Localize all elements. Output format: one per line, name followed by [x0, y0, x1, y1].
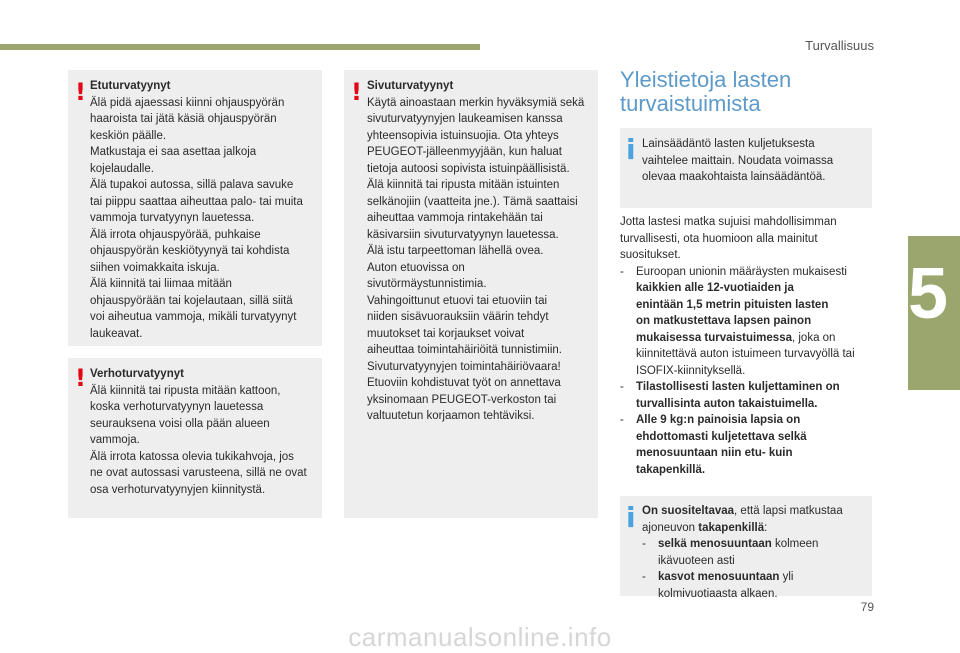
text-line: Älä kiinnitä tai liimaa mitään	[90, 278, 232, 290]
text-line: olevaa maakohtaista lainsäädäntöä.	[642, 171, 826, 183]
recommendations-text	[620, 214, 875, 478]
front-airbag-text	[90, 78, 318, 342]
list-item	[620, 264, 875, 380]
text-line: tietoja autoosi sopivista istuinpäällisistä.	[367, 162, 570, 175]
text-line: niiden sisävuorauksiin väärin tehdyt	[367, 311, 549, 323]
text-span: , joka on	[791, 331, 836, 344]
text-line: osa verhoturvatyynyjen kiinnitystä.	[90, 483, 266, 496]
text-line: haaroista tai jätä käsiä ohjauspyörän	[90, 113, 277, 125]
text-bold: selkä menosuuntaan	[658, 538, 772, 550]
text-line: Sivuturvatyynyjen toimintahäiriövaara!	[367, 360, 561, 373]
info-icon: i	[626, 133, 636, 166]
chapter-number: 5	[907, 254, 948, 334]
text-line: siihen voimakkaita iskuja.	[90, 261, 220, 274]
list-item	[642, 569, 868, 602]
title-line: turvaistuimista	[620, 91, 761, 116]
watermark: carmanualsonline.info	[348, 622, 612, 652]
list-item	[642, 536, 868, 569]
text-span: ajoneuvon	[642, 521, 699, 534]
warning-exclamation-icon: !	[75, 364, 86, 392]
list-item	[620, 412, 875, 478]
text-line: Käytä ainoastaan merkin hyväksymiä sekä	[367, 96, 585, 109]
text-line: Vahingoittunut etuovi tai etuoviin tai	[367, 294, 548, 307]
text-line: ne ovat autossasi varusteena, sillä ne ovat	[90, 467, 307, 479]
list-item	[620, 379, 875, 412]
text-line: takapenkillä.	[636, 463, 706, 476]
text-line: Alle 9 kg:n painoisia lapsia on	[636, 414, 801, 426]
text-bold: takapenkillä	[698, 521, 765, 534]
text-line: Älä tupakoi autossa, sillä palava savuke	[90, 179, 294, 191]
text-line: turvallisesti, ota huomioon alla mainitut	[620, 232, 818, 245]
text-span: , että lapsi matkustaa	[734, 505, 843, 517]
text-line: Älä kiinnitä tai ripusta mitään istuinten	[367, 179, 560, 191]
text-line: vaihtelee maittain. Noudata voimassa	[642, 154, 834, 167]
text-line: ISOFIX-kiinnityksellä.	[636, 364, 746, 377]
text-line: ikävuoteen asti	[658, 554, 735, 567]
header-accent-bar	[0, 44, 480, 50]
text-line: käsivarsiin sivuturvatyynyn lauetessa.	[367, 228, 559, 241]
text-span: :	[764, 521, 768, 534]
text-bold: kasvot menosuuntaan	[658, 571, 780, 583]
section-title: Turvallisuus	[805, 38, 874, 53]
info-icon: i	[626, 501, 636, 534]
text-line: aiheuttaa toimintahäiriöitä tunnistimiin.	[367, 344, 562, 356]
text-line: ohjauspyörän keskiötyynyä tai kohdista	[90, 245, 290, 257]
recommendation-info-text	[642, 503, 868, 602]
text-line: Etuoviin kohdistuvat työt on annettava	[367, 377, 561, 389]
list-dash: -	[642, 538, 646, 550]
text-line: ohjauspyörään tai kojelautaan, sillä siitä	[90, 294, 293, 307]
text-line: sivuturvatyynyjen laukeamisen kanssa	[367, 113, 563, 125]
side-airbag-text	[367, 78, 595, 425]
text-line: Älä irrota ohjauspyörää, puhkaise	[90, 228, 261, 241]
text-line: aiheuttaa vammoja rintakehään tai	[367, 212, 543, 224]
page-title	[620, 68, 880, 116]
text-bold: mukaisessa turvaistuimessa	[636, 331, 792, 344]
text-line: koska verhoturvatyynyn lauetessa	[90, 401, 264, 413]
text-line: Älä irrota katossa olevia tukikahvoja, jos	[90, 450, 294, 463]
list-dash: -	[642, 571, 646, 583]
text-line: kolmivuotiaasta alkaen.	[658, 587, 778, 600]
page-number: 79	[860, 600, 874, 614]
text-line: sivutörmäystunnistimia.	[367, 278, 487, 290]
text-line: Tilastollisesti lasten kuljettaminen on	[636, 381, 840, 393]
text-line: kaikkien alle 12-vuotiaiden ja	[636, 282, 794, 294]
text-line: Jotta lastesi matka sujuisi mahdollisimman	[620, 216, 837, 228]
curtain-airbag-title: Verhoturvatyynyt	[90, 368, 184, 380]
text-line: vammoja.	[90, 434, 140, 446]
text-span: kolmeen	[771, 538, 819, 550]
text-line: seurauksena voisi olla pään alueen	[90, 417, 270, 430]
text-line: Lainsäädäntö lasten kuljetuksesta	[642, 138, 815, 150]
list-dash: -	[620, 265, 624, 278]
text-line: enintään 1,5 metrin pituisten lasten	[636, 298, 829, 311]
text-line: kiinnitettävä auton istuimeen turvavyöllä tai	[636, 348, 855, 360]
text-line: valtuutetun korjaamon tehtäviksi.	[367, 410, 535, 422]
text-line: Älä istu tarpeettoman lähellä ovea.	[367, 245, 544, 257]
text-line: laukeavat.	[90, 327, 143, 340]
text-line: menosuuntaan niin etu- kuin	[636, 447, 793, 459]
text-span: yli	[779, 571, 794, 583]
text-bold: On suositeltavaa	[642, 505, 735, 517]
curtain-airbag-text	[90, 366, 318, 498]
warning-exclamation-icon: !	[351, 78, 362, 106]
text-line: Matkustaja ei saa asettaa jalkoja	[90, 146, 257, 158]
text-line: ehdottomasti kuljetettava selkä	[636, 430, 807, 443]
text-line: yhteensopivia istuinsuojia. Ota yhteys	[367, 129, 559, 142]
list-dash: -	[620, 381, 624, 393]
text-line: suositukset.	[620, 249, 681, 261]
text-line: muutokset tai korjaukset voivat	[367, 327, 525, 340]
text-line: Älä pidä ajaessasi kiinni ohjauspyörän	[90, 96, 285, 109]
text-line: Älä kiinnitä tai ripusta mitään kattoon,	[90, 384, 281, 397]
text-line: tai piippu saattaa aiheuttaa palo- tai muita	[90, 195, 303, 208]
text-line: on matkustettava lapsen painon	[636, 315, 812, 327]
text-line: voi aiheutua vammoja, mikäli turvatyynyt	[90, 311, 297, 323]
legislation-info-text	[642, 136, 868, 186]
text-line: kojelaudalle.	[90, 162, 154, 175]
warning-exclamation-icon: !	[75, 78, 86, 106]
side-airbag-title: Sivuturvatyynyt	[367, 80, 454, 92]
text-line: keskiön päälle.	[90, 129, 167, 142]
title-line: Yleistietoja lasten	[620, 67, 792, 92]
text-line: selkänojiin (vaatteita jne.). Tämä saattaisi	[367, 195, 578, 208]
text-line: PEUGEOT-jälleenmyyjään, kun haluat	[367, 146, 562, 158]
text-line: Euroopan unionin määräysten mukaisesti	[636, 265, 847, 278]
text-line: vammoja turvatyynyn lauetessa.	[90, 212, 255, 224]
text-line: turvallisinta auton takaistuimella.	[636, 397, 818, 410]
text-line: Auton etuovissa on	[367, 261, 465, 274]
front-airbag-title: Etuturvatyynyt	[90, 80, 171, 92]
text-line: yksinomaan PEUGEOT-verkoston tai	[367, 393, 557, 406]
list-dash: -	[620, 414, 624, 426]
